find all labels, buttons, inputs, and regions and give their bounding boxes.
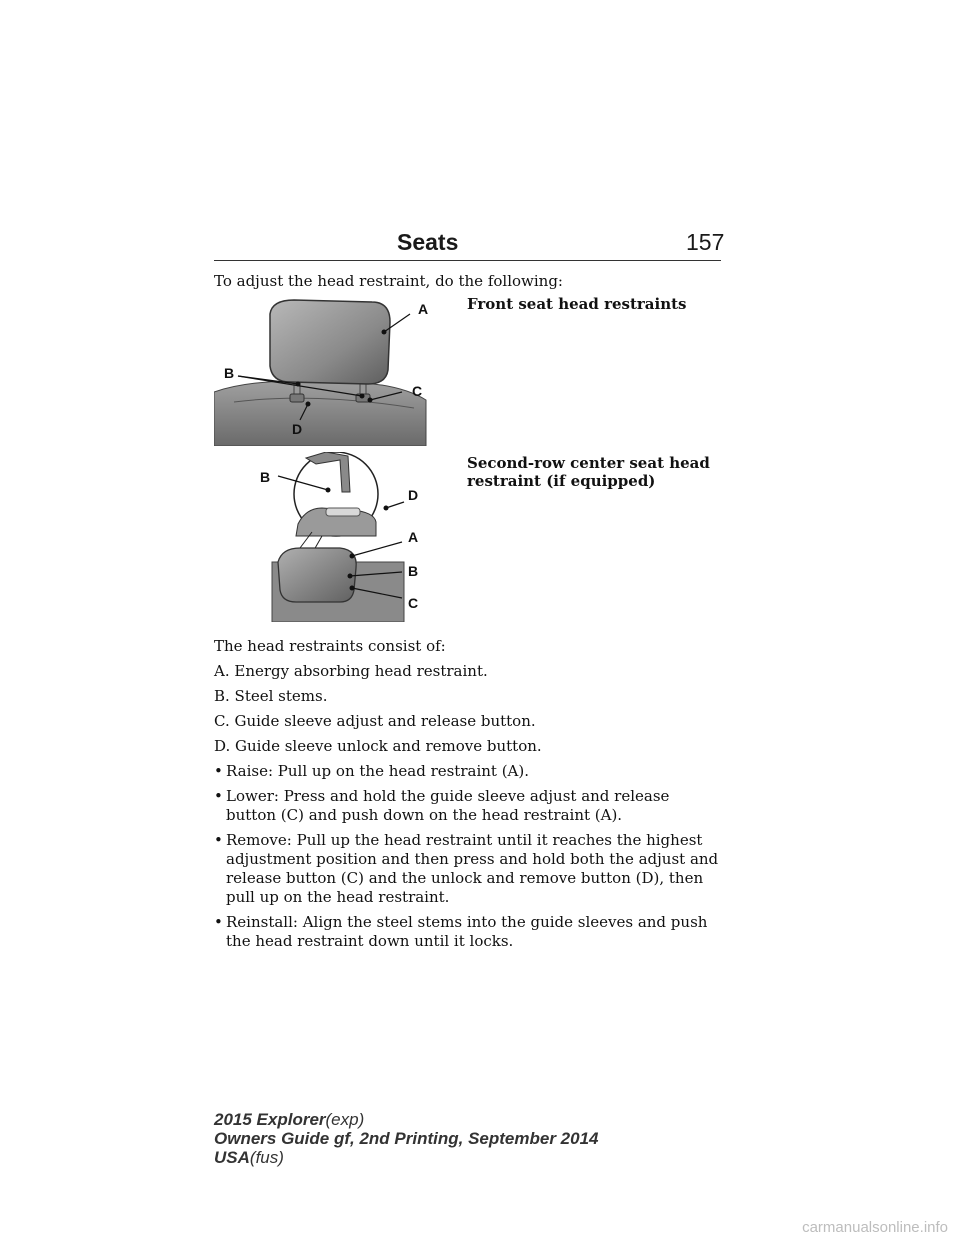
figure1-caption: Front seat head restraints — [467, 295, 687, 313]
footer-model-code: (exp) — [325, 1110, 365, 1129]
list-item — [214, 787, 724, 825]
figure1-label-d: D — [292, 421, 303, 437]
footer-region-line — [214, 1148, 598, 1167]
figure2-label-d: D — [408, 487, 419, 503]
footer-region-code: (fus) — [249, 1148, 284, 1167]
instruction-list — [214, 762, 724, 951]
footer-model-line — [214, 1110, 598, 1129]
front-seat-head-restraint-figure — [214, 296, 432, 446]
footer-region: USA — [214, 1148, 250, 1167]
bullet-reinstall: Reinstall: Align the steel stems into the guide sleeves and push the head restraint down until it locks. — [226, 913, 708, 950]
list-item — [214, 762, 724, 781]
intro-text: To adjust the head restraint, do the following: — [214, 272, 563, 290]
footer-model: 2015 Explorer — [214, 1110, 326, 1129]
figure2-label-b: B — [408, 563, 419, 579]
part-b: B. Steel stems. — [214, 687, 328, 705]
list-item — [214, 831, 724, 907]
list-item — [214, 913, 724, 951]
second-row-head-restraint-figure — [256, 452, 432, 622]
part-c: C. Guide sleeve adjust and release button. — [214, 712, 536, 730]
part-d: D. Guide sleeve unlock and remove button. — [214, 737, 542, 755]
figure2-label-c: C — [408, 595, 419, 611]
section-title: Seats — [397, 229, 459, 255]
bullet-lower: Lower: Press and hold the guide sleeve adjust and release button (C) and push down on the head restraint (A). — [226, 787, 670, 824]
footer-guide-line: Owners Guide gf, 2nd Printing, September 2014 — [214, 1129, 599, 1148]
bullet-glyph: • — [214, 913, 223, 931]
figure2-caption: Second-row center seat head restraint (if equipped) — [467, 454, 710, 490]
figure1-label-c: C — [412, 383, 423, 399]
figure1-label-a: A — [418, 301, 429, 317]
bullet-glyph: • — [214, 787, 223, 805]
page-footer — [214, 1110, 598, 1167]
bullet-glyph: • — [214, 762, 223, 780]
bullet-glyph: • — [214, 831, 223, 849]
bullet-remove: Remove: Pull up the head restraint until it reaches the highest adjustment position and then press and hold both the adjust and release button (C) and the unlock and remove button (D), then pull up on the head restraint. — [226, 831, 719, 906]
bullet-raise: Raise: Pull up on the head restraint (A). — [226, 762, 530, 780]
figure1-label-b: B — [224, 365, 235, 381]
figure2-label-a: A — [408, 529, 419, 545]
part-a: A. Energy absorbing head restraint. — [214, 662, 488, 680]
watermark: carmanualsonline.info — [802, 1219, 948, 1236]
header-divider — [214, 260, 721, 261]
body-text — [214, 637, 724, 957]
figure2-label-b-inset: B — [260, 469, 271, 485]
consists-intro: The head restraints consist of: — [214, 637, 446, 655]
page-number: 157 — [686, 229, 725, 255]
